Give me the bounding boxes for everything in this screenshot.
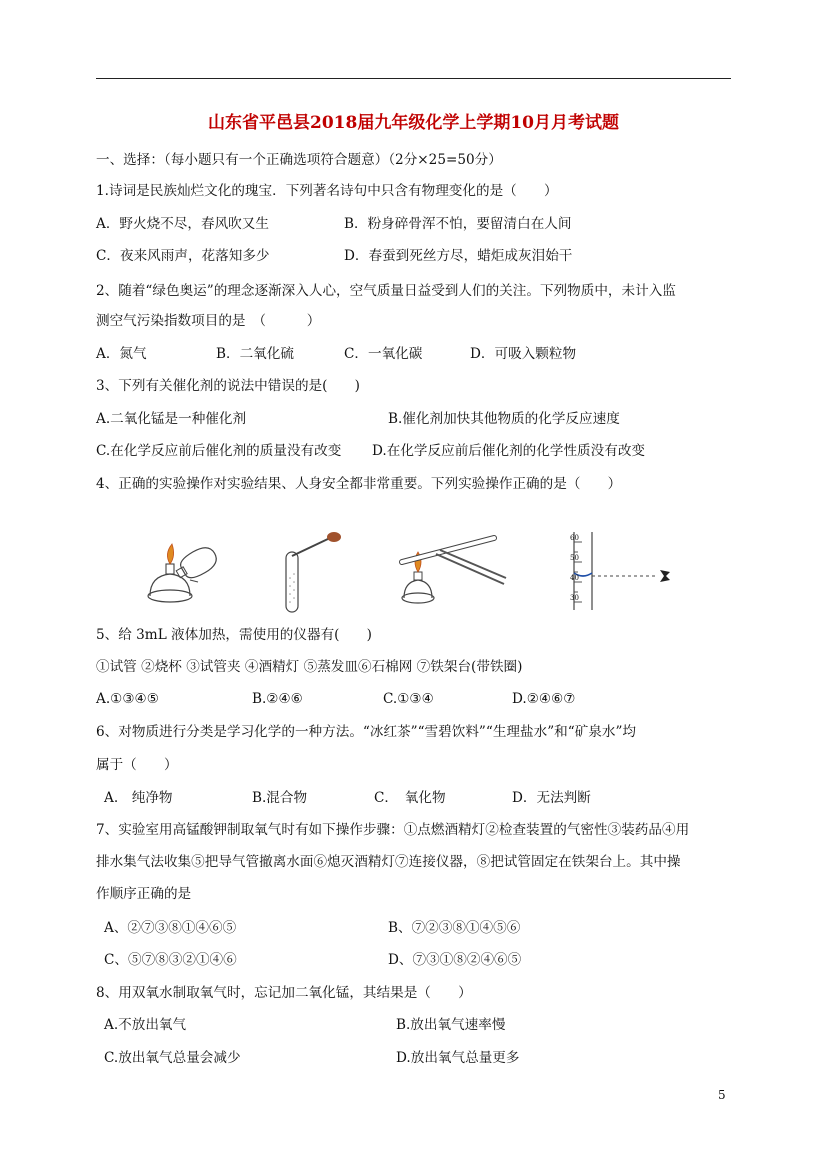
question-8-stem: 8、用双氧水制取氧气时，忘记加二氧化锰，其结果是（ ） bbox=[96, 985, 472, 1001]
question-2-stem-line-2: 测空气污染指数项目的是 （ ） bbox=[96, 313, 321, 329]
question-1-option-a: A．野火烧不尽，春风吹又生 bbox=[96, 216, 269, 232]
question-3-option-c: C.在化学反应前后催化剂的质量没有改变 bbox=[96, 443, 342, 459]
document-title: 山东省平邑县2018届九年级化学上学期10月月考试题 bbox=[208, 113, 619, 133]
page-number: 5 bbox=[718, 1088, 726, 1102]
question-8-option-d: D.放出氧气总量更多 bbox=[396, 1050, 520, 1066]
question-8-option-b: B.放出氧气速率慢 bbox=[396, 1017, 506, 1033]
question-7-option-a: A、②⑦③⑧①④⑥⑤ bbox=[104, 920, 237, 936]
question-6-stem-line-1: 6、对物质进行分类是学习化学的一种方法。“冰红茶”“雪碧饮料”“生理盐水”和“矿泉水”均 bbox=[96, 724, 637, 740]
question-8-option-a: A.不放出氧气 bbox=[104, 1017, 187, 1033]
question-6-option-c: C． 氧化物 bbox=[374, 790, 446, 806]
question-1-stem: 1.诗词是民族灿烂文化的瑰宝．下列著名诗句中只含有物理变化的是（ ） bbox=[96, 183, 558, 199]
question-2-option-c: C．一氧化碳 bbox=[344, 346, 423, 362]
question-3-option-b: B.催化剂加快其他物质的化学反应速度 bbox=[388, 411, 620, 427]
question-6-option-d: D．无法判断 bbox=[512, 790, 591, 806]
question-3-option-a: A.二氧化锰是一种催化剂 bbox=[96, 411, 247, 427]
question-2-stem-line-1: 2、随着“绿色奥运”的理念逐渐深入人心，空气质量日益受到人们的关注。下列物质中，未计入监 bbox=[96, 283, 676, 299]
question-1-option-c: C．夜来风雨声，花落知多少 bbox=[96, 248, 270, 264]
header-rule bbox=[96, 78, 731, 79]
question-7-stem-line-3: 作顺序正确的是 bbox=[96, 886, 192, 902]
question-3-stem: 3、下列有关催化剂的说法中错误的是( ) bbox=[96, 378, 360, 394]
question-3-option-d: D.在化学反应前后催化剂的化学性质没有改变 bbox=[372, 443, 646, 459]
question-1-option-d: D．春蚕到死丝方尽，蜡炬成灰泪始干 bbox=[344, 248, 573, 264]
question-6-stem-line-2: 属于（ ） bbox=[96, 757, 178, 773]
figure-a-lamp-lighting bbox=[140, 528, 230, 613]
question-5-option-c: C.①③④ bbox=[383, 691, 434, 707]
figure-b-dropper-tube bbox=[272, 528, 352, 623]
question-2-option-d: D．可吸入颗粒物 bbox=[470, 346, 577, 362]
question-7-option-d: D、⑦③①⑧②④⑥⑤ bbox=[388, 952, 522, 968]
question-6-option-b: B.混合物 bbox=[252, 790, 308, 806]
section-heading: 一、选择：（每小题只有一个正确选项符合题意）（2分×25=50分） bbox=[96, 152, 502, 168]
question-1-option-b: B．粉身碎骨浑不怕，要留清白在人间 bbox=[344, 216, 572, 232]
cylinder-mark-50: 50 bbox=[570, 554, 579, 562]
figure-c-heating-tube bbox=[396, 528, 511, 613]
question-5-option-a: A.①③④⑤ bbox=[96, 691, 159, 707]
question-8-option-c: C.放出氧气总量会减少 bbox=[104, 1050, 241, 1066]
question-2-option-a: A．氮气 bbox=[96, 346, 147, 362]
question-5-option-d: D.②④⑥⑦ bbox=[512, 691, 576, 707]
question-2-option-b: B．二氧化硫 bbox=[216, 346, 294, 362]
question-7-stem-line-2: 排水集气法收集⑤把导气管撤离水面⑥熄灭酒精灯⑦连接仪器，⑧把试管固定在铁架台上。其中操 bbox=[96, 854, 681, 870]
question-7-stem-line-1: 7、实验室用高锰酸钾制取氧气时有如下操作步骤：①点燃酒精灯②检查装置的气密性③装药品④用 bbox=[96, 822, 690, 838]
question-4-stem: 4、正确的实验操作对实验结果、人身安全都非常重要。下列实验操作正确的是（ ） bbox=[96, 476, 622, 492]
question-7-option-c: C、⑤⑦⑧③②①④⑥ bbox=[104, 952, 237, 968]
question-5-stem: 5、给 3mL 液体加热，需使用的仪器有( ) bbox=[96, 627, 372, 643]
question-5-option-b: B.②④⑥ bbox=[252, 691, 303, 707]
question-7-option-b: B、⑦②③⑧①④⑤⑥ bbox=[388, 920, 521, 936]
cylinder-mark-40: 40 bbox=[570, 574, 579, 582]
question-6-option-a: A. 纯净物 bbox=[104, 790, 173, 806]
cylinder-mark-30: 30 bbox=[570, 594, 579, 602]
question-5-instrument-list: ①试管 ②烧杯 ③试管夹 ④酒精灯 ⑤蒸发皿⑥石棉网 ⑦铁架台(带铁圈) bbox=[96, 659, 523, 675]
cylinder-mark-60: 60 bbox=[570, 534, 579, 542]
